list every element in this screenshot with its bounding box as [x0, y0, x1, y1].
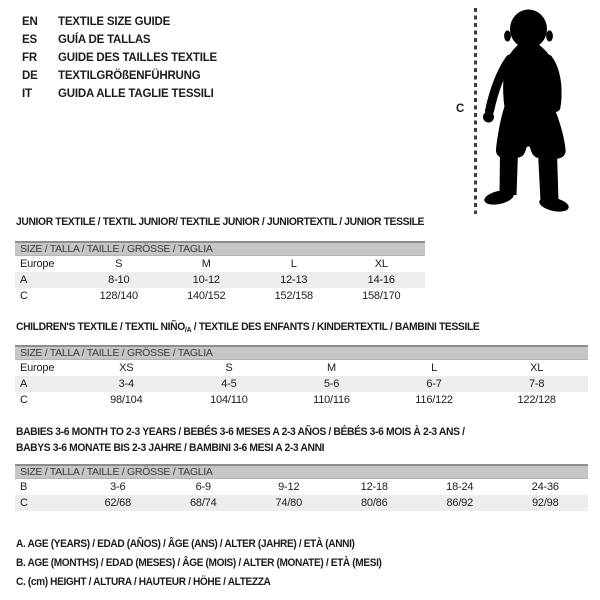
size-table-junior: [15, 241, 425, 304]
table-row: [15, 495, 588, 511]
table-cell: M: [327, 362, 336, 374]
table-cell: 12-18: [360, 481, 388, 493]
row-label: B: [20, 481, 28, 493]
table-cell: 5-6: [323, 378, 340, 390]
table-cell: 98/104: [110, 394, 143, 406]
table-row: [15, 272, 425, 288]
table-cell: 6-9: [195, 481, 211, 493]
language-code: ES: [22, 34, 37, 46]
table-cell: 116/122: [415, 394, 453, 406]
table-cell: 80/86: [360, 497, 388, 509]
title-children-subscript: /A: [184, 325, 192, 334]
table-row: [15, 479, 588, 495]
table-cell: XL: [530, 362, 544, 374]
table-cell: 62/68: [104, 497, 132, 509]
title-children-pre: CHILDREN'S TEXTILE / TEXTIL NIÑO: [16, 321, 185, 333]
table-cell: L: [431, 362, 438, 374]
table-cell: 74/80: [275, 497, 303, 509]
section-title-babies: [16, 425, 465, 456]
footnote-height-cm: C. (cm) HEIGHT / ALTURA / HAUTEUR / HÖHE / ALTEZZA: [16, 576, 271, 588]
row-label: C: [20, 394, 28, 406]
guide-title-fr: GUIDE DES TAILLES TEXTILE: [58, 52, 217, 64]
guide-title-es: GUÍA DE TALLAS: [58, 34, 151, 46]
language-row-de: [22, 67, 217, 85]
footnote-age-months: B. AGE (MONTHS) / EDAD (MESES) / ÂGE (MOIS) / ALTER (MONATE) / ETÀ (MESI): [16, 557, 382, 569]
table-cell: 18-24: [446, 481, 474, 493]
language-title-list: [22, 13, 217, 103]
size-table-children: [15, 345, 588, 408]
table-cell: 10-12: [192, 274, 220, 286]
table-cell: 8-10: [108, 274, 130, 286]
table-cell: 12-13: [280, 274, 308, 286]
language-code: IT: [22, 88, 32, 100]
table-cell: 3-6: [110, 481, 126, 493]
language-row-it: [22, 85, 217, 103]
height-measure-label: C: [456, 103, 465, 115]
legend-footnotes: [16, 538, 413, 595]
table-row: [15, 256, 425, 272]
size-table-babies: [15, 464, 588, 511]
baby-silhouette-icon: [483, 8, 583, 214]
table-cell: 6-7: [426, 378, 442, 390]
title-babies-line1: BABIES 3-6 MONTH TO 2-3 YEARS / BEBÉS 3-6 MESES A 2-3 AÑOS / BÉBÉS 3-6 MOIS À 2-3 ANS /: [16, 426, 465, 438]
table-cell: 158/170: [362, 290, 401, 302]
height-measure-dashed-line: [474, 8, 477, 214]
language-row-fr: [22, 49, 217, 67]
guide-title-it: GUIDA ALLE TAGLIE TESSILI: [58, 88, 214, 100]
title-children-post: / TEXTILE DES ENFANTS / KINDERTEXTIL / BAMBINI TESSILE: [191, 321, 480, 333]
section-title-junior: JUNIOR TEXTILE / TEXTIL JUNIOR/ TEXTILE JUNIOR / JUNIORTEXTIL / JUNIOR TESSILE: [16, 216, 425, 228]
size-header-bar: SIZE / TALLA / TAILLE / GRÖSSE / TAGLIA: [15, 345, 588, 360]
table-cell: 7-8: [529, 378, 545, 390]
table-row: [15, 392, 588, 408]
table-cell: 122/128: [517, 394, 556, 406]
table-cell: 140/152: [187, 290, 226, 302]
title-babies-line2: BABYS 3-6 MONATE BIS 2-3 JAHRE / BAMBINI 3-6 MESI A 2-3 ANNI: [16, 441, 325, 454]
table-row: [15, 376, 588, 392]
language-row-en: [22, 13, 217, 31]
row-label: A: [20, 274, 28, 286]
language-code: EN: [22, 16, 38, 28]
guide-title-en: TEXTILE SIZE GUIDE: [58, 16, 171, 28]
row-label: A: [20, 378, 28, 390]
table-cell: 9-12: [278, 481, 300, 493]
row-label: C: [20, 497, 28, 509]
table-cell: XS: [119, 362, 134, 374]
section-title-children: [16, 321, 479, 334]
table-cell: L: [290, 258, 297, 270]
table-cell: 152/158: [274, 290, 313, 302]
table-cell: M: [201, 258, 211, 270]
footnote-age-years: A. AGE (YEARS) / EDAD (AÑOS) / ÂGE (ANS) / ALTER (JAHRE) / ETÀ (ANNI): [16, 538, 355, 550]
table-cell: XL: [374, 258, 388, 270]
table-cell: 14-16: [367, 274, 395, 286]
size-header-bar: SIZE / TALLA / TAILLE / GRÖSSE / TAGLIA: [15, 241, 425, 256]
language-code: DE: [22, 70, 38, 82]
table-cell: 68/74: [189, 497, 217, 509]
language-code: FR: [22, 52, 37, 64]
table-cell: 104/110: [210, 394, 248, 406]
table-cell: 110/116: [313, 394, 350, 406]
table-cell: 128/140: [99, 290, 138, 302]
table-cell: 86/92: [446, 497, 474, 509]
table-cell: S: [225, 362, 233, 374]
table-cell: S: [115, 258, 123, 270]
size-header-bar: SIZE / TALLA / TAILLE / GRÖSSE / TAGLIA: [15, 464, 588, 479]
table-cell: 3-4: [118, 378, 134, 390]
table-cell: 4-5: [221, 378, 237, 390]
row-label: Europe: [20, 258, 55, 270]
table-cell: 92/98: [531, 497, 559, 509]
table-cell: 24-36: [531, 481, 559, 493]
language-row-es: [22, 31, 217, 49]
row-label: Europe: [20, 362, 55, 374]
table-row: [15, 360, 588, 376]
row-label: C: [20, 290, 28, 302]
guide-title-de: TEXTILGRÖßENFÜHRUNG: [58, 70, 201, 82]
table-row: [15, 288, 425, 304]
